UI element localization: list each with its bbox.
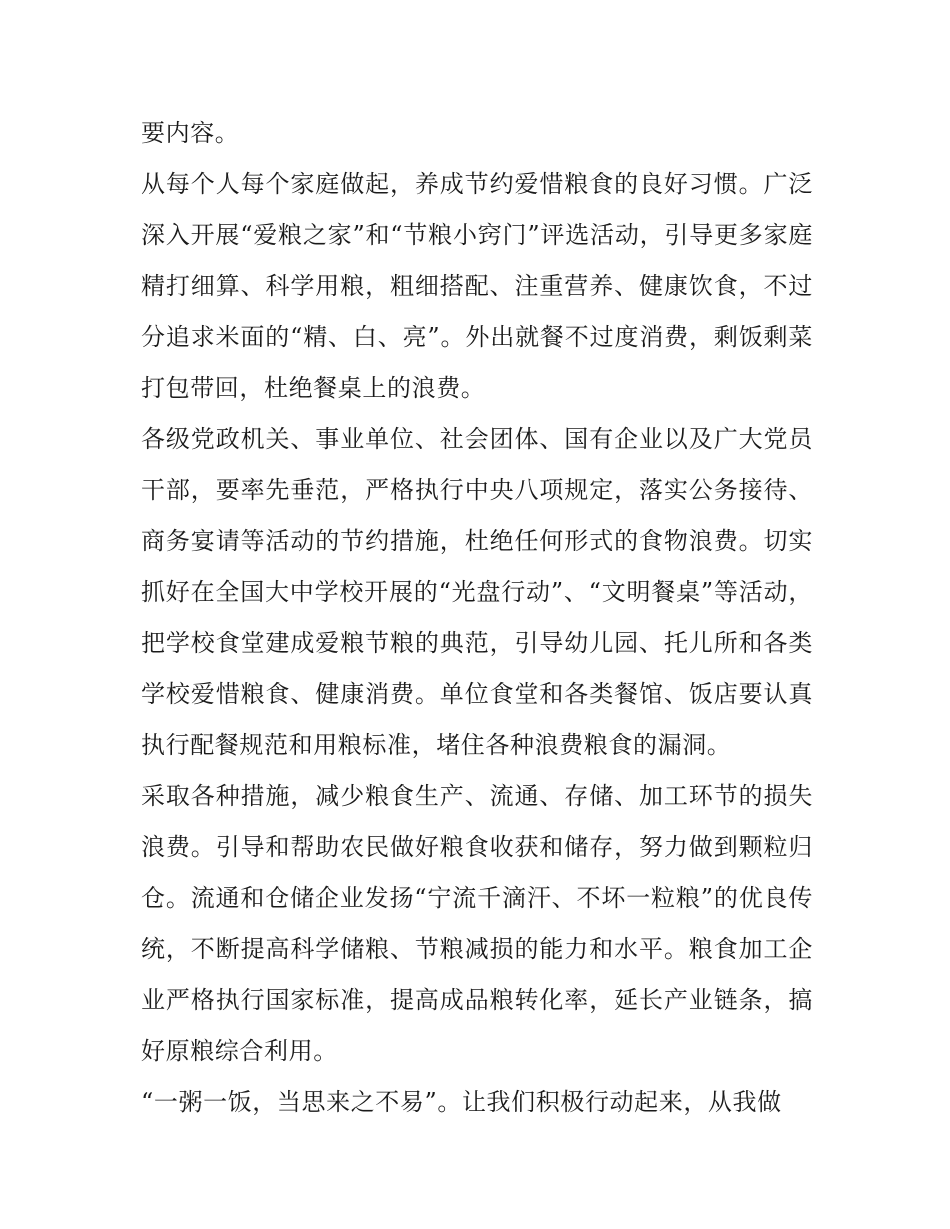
- paragraph-supply-chain-loss: 采取各种措施，减少粮食生产、流通、存储、加工环节的损失浪费。引导和帮助农民做好粮食收获和储存，努力做到颗粒归仓。流通和仓储企业发扬“宁流千滴汗、不坏一粒粮”的优良传统，不断提高科学储粮、节粮减损的能力和水平。粮食加工企业严格执行国家标准，提高成品粮转化率，延长产业链条，搞好原粮综合利用。: [141, 782, 813, 1065]
- paragraph-institutions-saving: 各级党政机关、事业单位、社会团体、国有企业以及广大党员干部，要率先垂范，严格执行中央八项规定，落实公务接待、商务宴请等活动的节约措施，杜绝任何形式的食物浪费。切实抓好在全国大中学校开展的“光盘行动”、“文明餐桌”等活动，把学校食堂建成爱粮节粮的典范，引导幼儿园、托儿所和各类学校爱惜粮食、健康消费。单位食堂和各类餐馆、饭店要认真执行配餐规范和用粮标准，堵住各种浪费粮食的漏洞。: [141, 425, 813, 759]
- paragraph-closing-call: “一粥一饭，当思来之不易”。让我们积极行动起来，从我做: [141, 1088, 782, 1116]
- document-body: [141, 108, 813, 1128]
- paragraph-household-saving: 从每个人每个家庭做起，养成节约爱惜粮食的良好习惯。广泛深入开展“爱粮之家”和“节粮小窍门”评选活动，引导更多家庭精打细算、科学用粮，粗细搭配、注重营养、健康饮食，不过分追求米面的“精、白、亮”。外出就餐不过度消费，剩饭剩菜打包带回，杜绝餐桌上的浪费。: [141, 170, 813, 402]
- paragraph-continuation: 要内容。: [141, 119, 240, 147]
